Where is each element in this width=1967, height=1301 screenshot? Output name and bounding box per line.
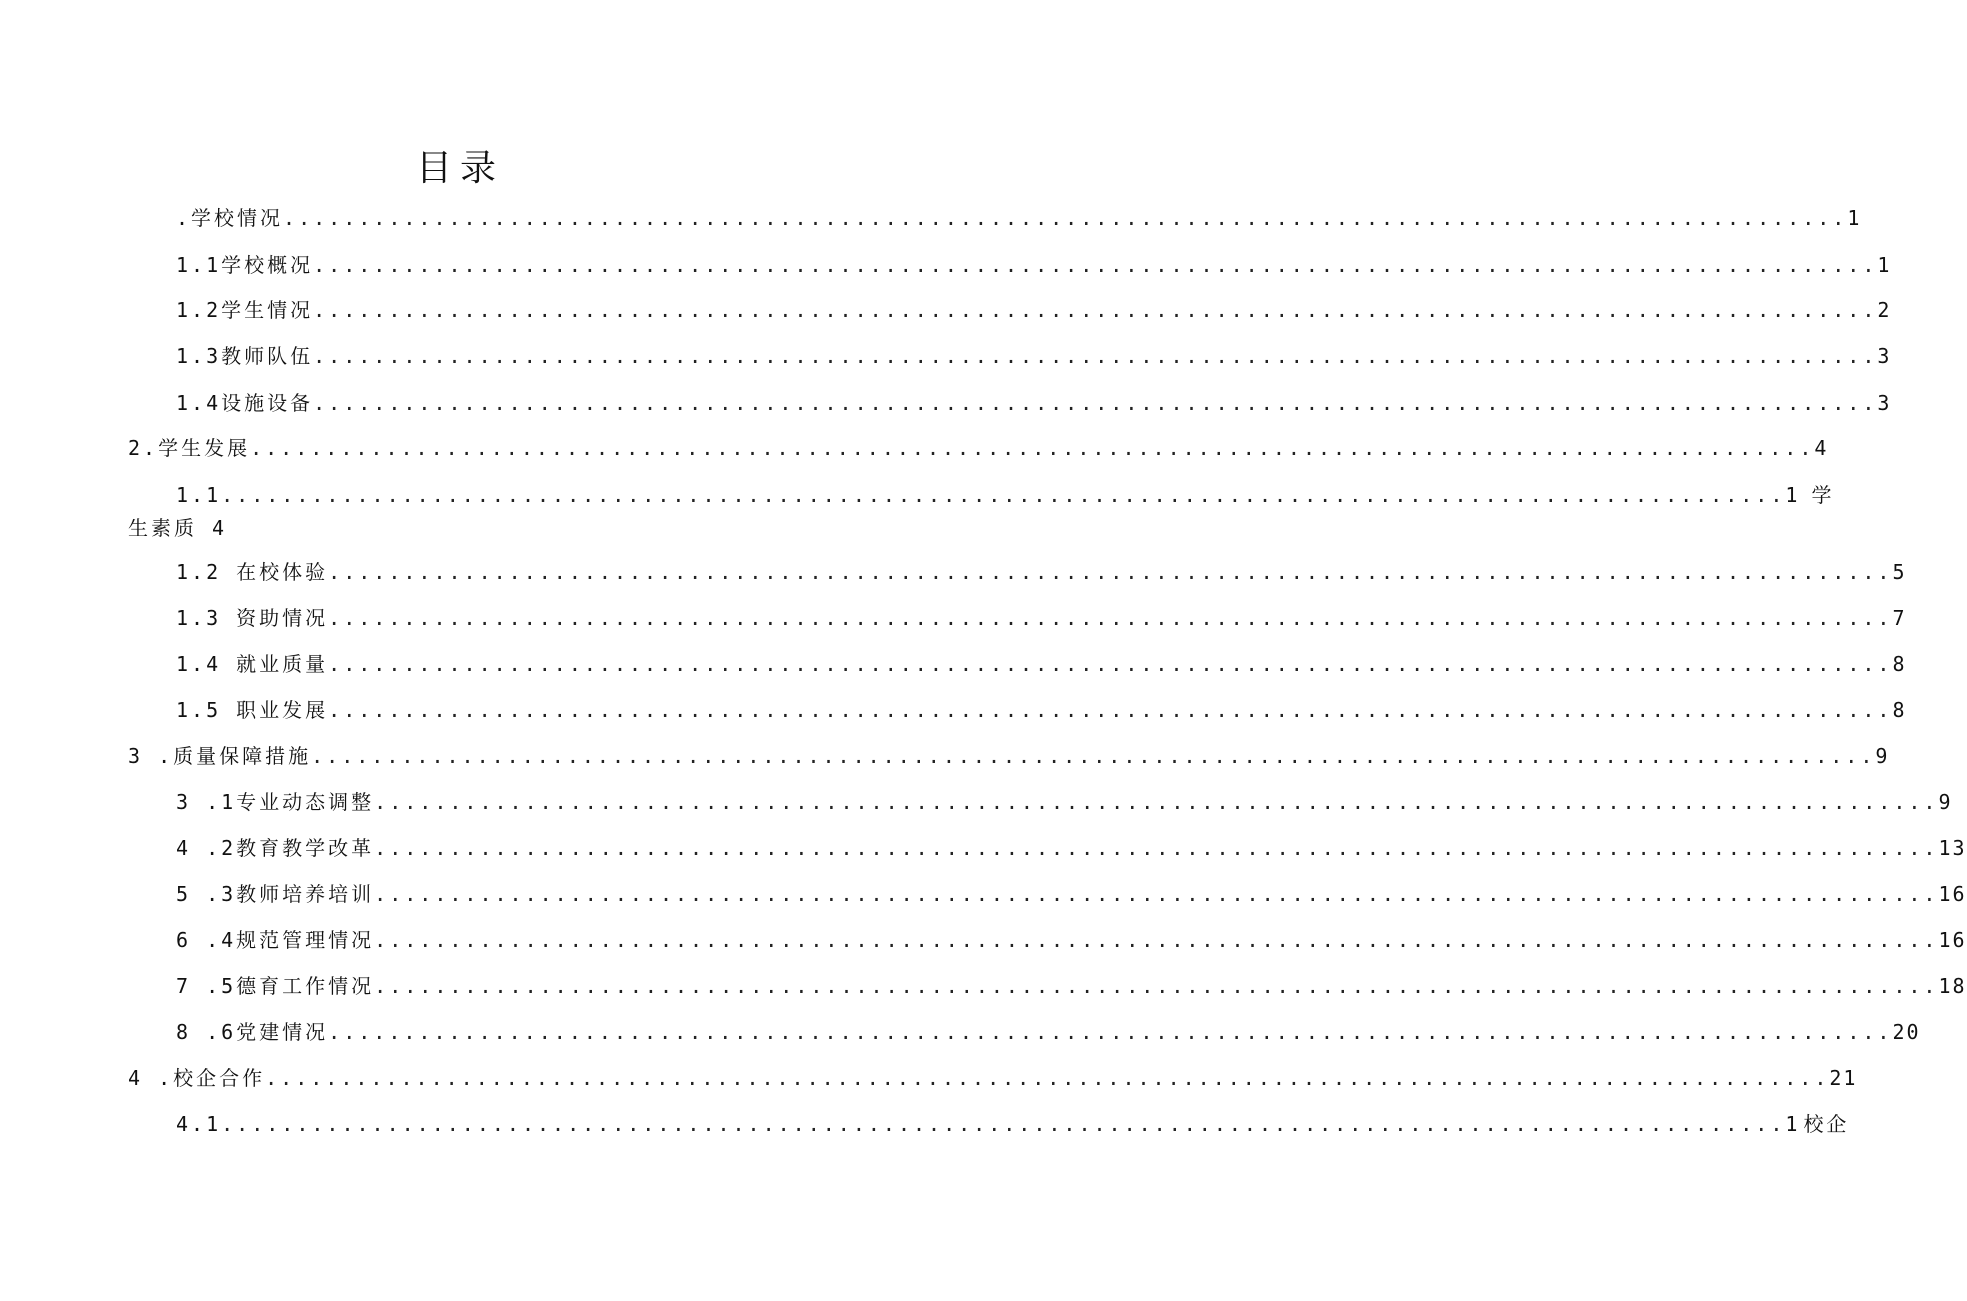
dot-leader: ........................................................................................................ bbox=[283, 206, 1848, 230]
toc-entry-tail: 学 bbox=[1811, 483, 1835, 507]
dot-leader: ........................................................................................................ bbox=[374, 928, 1939, 952]
toc-entry[interactable] bbox=[176, 250, 1892, 280]
toc-entry[interactable] bbox=[176, 971, 1967, 1001]
toc-page-number: 3 bbox=[1877, 391, 1892, 415]
toc-page-number: 21 bbox=[1829, 1066, 1858, 1090]
toc-page-number: 1 bbox=[1877, 253, 1892, 277]
toc-entry-label: 4 .2教育教学改革 bbox=[176, 836, 375, 860]
toc-entry[interactable] bbox=[176, 787, 1953, 817]
toc-page-number: 13 bbox=[1938, 836, 1967, 860]
toc-entry[interactable] bbox=[176, 603, 1907, 633]
toc-entry-label: 5 .3教师培养培训 bbox=[176, 882, 375, 906]
dot-leader: ........................................................................................................ bbox=[328, 1020, 1893, 1044]
dot-leader: ........................................................................................................ bbox=[374, 790, 1939, 814]
dot-leader: ........................................................................................................ bbox=[313, 344, 1878, 368]
toc-page-number: 3 bbox=[1877, 344, 1892, 368]
dot-leader: ........................................................................................................ bbox=[374, 882, 1939, 906]
toc-entry[interactable] bbox=[128, 1063, 1858, 1093]
toc-entry-label: 1.3教师队伍 bbox=[176, 344, 314, 368]
toc-entry-label: 1.5 职业发展 bbox=[176, 698, 329, 722]
toc-entry[interactable] bbox=[128, 741, 1890, 771]
toc-entry[interactable] bbox=[176, 557, 1907, 587]
toc-page-number: 20 bbox=[1892, 1020, 1921, 1044]
toc-entry-label: 1.3 资助情况 bbox=[176, 606, 329, 630]
toc-entry-tail: 校企 bbox=[1803, 1112, 1850, 1136]
toc-entry-wrap: 生素质 4 bbox=[128, 516, 228, 540]
toc-page-number: 8 bbox=[1892, 698, 1907, 722]
dot-leader: ........................................................................................................ bbox=[265, 1066, 1830, 1090]
dot-leader: ........................................................................................................ bbox=[313, 391, 1878, 415]
toc-entry[interactable] bbox=[176, 695, 1907, 725]
toc-page-number: 9 bbox=[1938, 790, 1953, 814]
toc-entry[interactable] bbox=[176, 879, 1967, 909]
toc-entry-label: 1.1 bbox=[176, 483, 222, 507]
toc-entry[interactable] bbox=[176, 833, 1967, 863]
dot-leader: ........................................................................................................ bbox=[328, 698, 1893, 722]
dot-leader: ........................................................................................................ bbox=[311, 744, 1876, 768]
toc-page-number: 4 bbox=[1814, 436, 1829, 460]
toc-entry-label: 7 .5德育工作情况 bbox=[176, 974, 375, 998]
toc-entry-label: 2.学生发展 bbox=[128, 436, 251, 460]
toc-entry-label: 6 .4规范管理情况 bbox=[176, 928, 375, 952]
toc-entry[interactable] bbox=[176, 649, 1907, 679]
toc-page-number: 1 bbox=[1785, 1112, 1800, 1136]
toc-entry-label: 4 .校企合作 bbox=[128, 1066, 266, 1090]
toc-page-number: 1 bbox=[1785, 483, 1800, 507]
toc-page-number: 2 bbox=[1877, 298, 1892, 322]
toc-page-number: 5 bbox=[1892, 560, 1907, 584]
toc-entry[interactable] bbox=[176, 388, 1892, 418]
toc-entry-label: 1.4设施设备 bbox=[176, 391, 314, 415]
dot-leader: ........................................................................................................ bbox=[250, 436, 1815, 460]
page-title: 目录 bbox=[415, 148, 504, 189]
dot-leader: ........................................................................................................ bbox=[313, 253, 1878, 277]
toc-entry-label: 1.1学校概况 bbox=[176, 253, 314, 277]
toc-entry[interactable] bbox=[176, 341, 1892, 371]
toc-entry-label: 1.2学生情况 bbox=[176, 298, 314, 322]
toc-page-number: 7 bbox=[1892, 606, 1907, 630]
toc-entry-label: 4.1 bbox=[176, 1112, 222, 1136]
toc-entry-label: 1.2 在校体验 bbox=[176, 560, 329, 584]
toc-page-number: 18 bbox=[1938, 974, 1967, 998]
toc-page-number: 8 bbox=[1892, 652, 1907, 676]
toc-entry[interactable] bbox=[176, 480, 1835, 510]
dot-leader: ........................................................................................................ bbox=[374, 836, 1939, 860]
toc-entry-label: 3 .质量保障措施 bbox=[128, 744, 312, 768]
toc-entry-label: 1.4 就业质量 bbox=[176, 652, 329, 676]
dot-leader: ........................................................................................................ bbox=[313, 298, 1878, 322]
toc-entry[interactable] bbox=[176, 1109, 1850, 1139]
toc-page-number: 1 bbox=[1847, 206, 1862, 230]
toc-entry-label: .学校情况 bbox=[176, 206, 284, 230]
toc-entry-label: 3 .1专业动态调整 bbox=[176, 790, 375, 814]
toc-page-number: 9 bbox=[1875, 744, 1890, 768]
dot-leader: ........................................................................................................ bbox=[328, 606, 1893, 630]
dot-leader: ........................................................................................................ bbox=[328, 560, 1893, 584]
dot-leader: ........................................................................................................ bbox=[374, 974, 1939, 998]
toc-entry[interactable] bbox=[176, 1017, 1921, 1047]
toc-entry[interactable] bbox=[176, 295, 1892, 325]
toc-entry-label: 8 .6党建情况 bbox=[176, 1020, 329, 1044]
toc-entry[interactable] bbox=[128, 433, 1829, 463]
dot-leader: ........................................................................................................ bbox=[221, 1112, 1786, 1136]
toc-page-number: 16 bbox=[1938, 882, 1967, 906]
toc-entry[interactable] bbox=[176, 203, 1862, 233]
dot-leader: ........................................................................................................ bbox=[328, 652, 1893, 676]
toc-page-number: 16 bbox=[1938, 928, 1967, 952]
toc-entry[interactable] bbox=[176, 925, 1967, 955]
dot-leader: ........................................................................................................ bbox=[221, 483, 1786, 507]
